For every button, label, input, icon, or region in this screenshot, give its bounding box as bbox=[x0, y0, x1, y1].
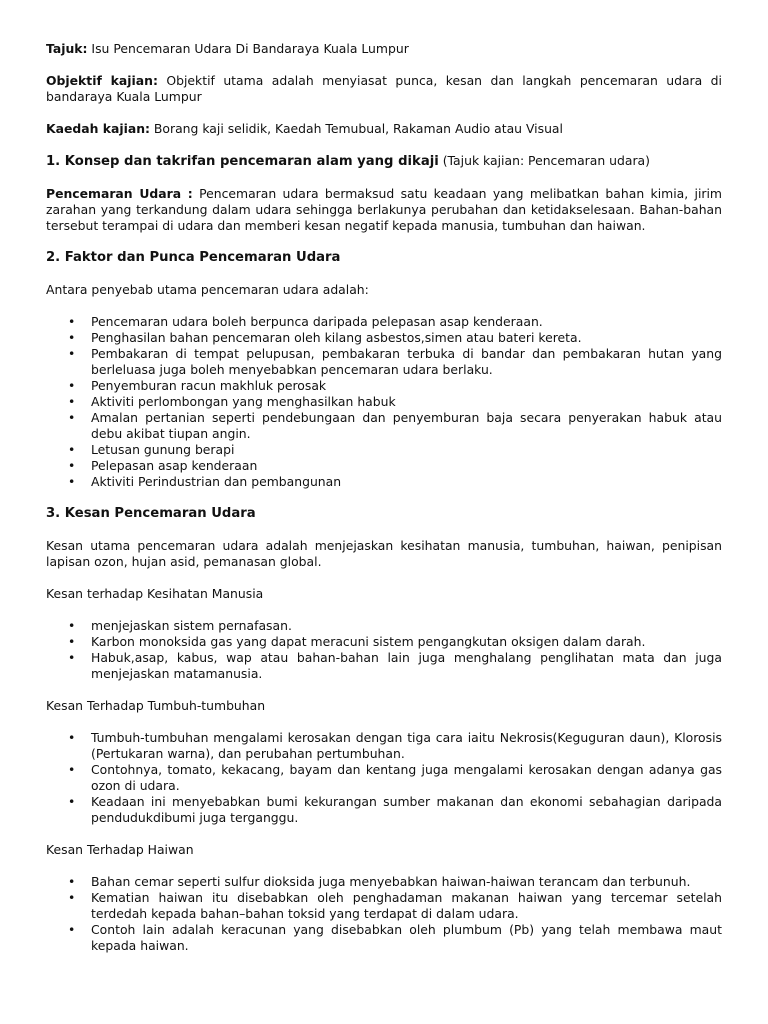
list-item: • Letusan gunung berapi bbox=[46, 442, 722, 458]
objektif-text: Objektif utama adalah menyiasat punca, kesan dan langkah pencemaran udara di bandaraya Kuala Lumpur bbox=[46, 73, 722, 104]
kaedah-label: Kaedah kajian: bbox=[46, 121, 150, 136]
list-item: • Habuk,asap, kabus, wap atau bahan-bahan lain juga menghalang penglihatan mata dan juga menjejaskan matamanusia. bbox=[46, 650, 722, 682]
section1-title: 1. Konsep dan takrifan pencemaran alam yang dikaji bbox=[46, 154, 439, 169]
list-item: • Kematian haiwan itu disebabkan oleh penghadaman makanan haiwan yang tercemar setelah terdedah kepada bahan–bahan toksid yang terdapat di dalam udara. bbox=[46, 890, 722, 922]
section3-intro: Kesan utama pencemaran udara adalah menjejaskan kesihatan manusia, tumbuhan, haiwan, penipisan lapisan ozon, hujan asid, pemanasan global. bbox=[46, 538, 722, 569]
list-item: • Pembakaran di tempat pelupusan, pembakaran terbuka di bandar dan pembakaran hutan yang berleluasa juga boleh menyebabkan pencemaran udara berlaku. bbox=[46, 346, 722, 378]
list-item: • Pelepasan asap kenderaan bbox=[46, 458, 722, 474]
list-item: • Aktiviti Perindustrian dan pembangunan bbox=[46, 474, 722, 490]
list-item: • Contohnya, tomato, kekacang, bayam dan kentang juga mengalami kerosakan dengan adanya gas ozon di udara. bbox=[46, 762, 722, 794]
list-item: • Tumbuh-tumbuhan mengalami kerosakan dengan tiga cara iaitu Nekrosis(Keguguran daun), Klorosis (Pertukaran warna), dan perubahan pertumbuhan. bbox=[46, 730, 722, 762]
section1-note: (Tajuk kajian: Pencemaran udara) bbox=[438, 153, 650, 168]
kaedah-text: Borang kaji selidik, Kaedah Temubual, Rakaman Audio atau Visual bbox=[149, 121, 563, 136]
list-item: • Keadaan ini menyebabkan bumi kekurangan sumber makanan dan ekonomi sebahagian daripada pendudukdibumi juga terganggu. bbox=[46, 794, 722, 826]
objektif-paragraph bbox=[46, 73, 722, 105]
section3-title: 3. Kesan Pencemaran Udara bbox=[46, 506, 256, 521]
definition-label: Pencemaran Udara : bbox=[46, 186, 193, 201]
objektif-label: Objektif kajian: bbox=[46, 73, 158, 88]
list-item: • Karbon monoksida gas yang dapat meracuni sistem pengangkutan oksigen dalam darah. bbox=[46, 634, 722, 650]
tumbuhan-heading: Kesan Terhadap Tumbuh-tumbuhan bbox=[46, 698, 266, 713]
manusia-heading: Kesan terhadap Kesihatan Manusia bbox=[46, 586, 264, 601]
list-item: • menjejaskan sistem pernafasan. bbox=[46, 618, 722, 634]
list-item: • Aktiviti perlombongan yang menghasilkan habuk bbox=[46, 394, 722, 410]
list-item: • Contoh lain adalah keracunan yang disebabkan oleh plumbum (Pb) yang telah membawa maut kepada haiwan. bbox=[46, 922, 722, 954]
tajuk-label: Tajuk: bbox=[46, 41, 88, 56]
section1-heading bbox=[46, 153, 722, 170]
list-item: • Pencemaran udara boleh berpunca daripada pelepasan asap kenderaan. bbox=[46, 314, 722, 330]
list-item: • Amalan pertanian seperti pendebungaan dan penyemburan baja secara penyerakan habuk atau debu akibat tiupan angin. bbox=[46, 410, 722, 442]
list-item: • Penghasilan bahan pencemaran oleh kilang asbestos,simen atau bateri kereta. bbox=[46, 330, 722, 346]
section2-title: 2. Faktor dan Punca Pencemaran Udara bbox=[46, 250, 341, 265]
tajuk-text: Isu Pencemaran Udara Di Bandaraya Kuala Lumpur bbox=[87, 41, 409, 56]
list-item: • Bahan cemar seperti sulfur dioksida juga menyebabkan haiwan-haiwan terancam dan terbunuh. bbox=[46, 874, 722, 890]
list-item: • Penyemburan racun makhluk perosak bbox=[46, 378, 722, 394]
kaedah-line bbox=[46, 121, 722, 137]
definition-paragraph bbox=[46, 186, 722, 234]
haiwan-list bbox=[46, 874, 722, 954]
section2-list bbox=[46, 314, 722, 490]
section2-intro: Antara penyebab utama pencemaran udara adalah: bbox=[46, 282, 369, 297]
tajuk-line bbox=[46, 41, 722, 57]
manusia-list bbox=[46, 618, 722, 682]
definition-text: Pencemaran udara bermaksud satu keadaan yang melibatkan bahan kimia, jirim zarahan yang terkandung dalam udara sehingga berlakunya perubahan dan ketidakselesaan. Bahan-bahan tersebut terampai di udara dan memberi kesan negatif kepada manusia, tumbuhan dan haiwan. bbox=[46, 186, 723, 233]
haiwan-heading: Kesan Terhadap Haiwan bbox=[46, 842, 194, 857]
tumbuhan-list bbox=[46, 730, 722, 826]
